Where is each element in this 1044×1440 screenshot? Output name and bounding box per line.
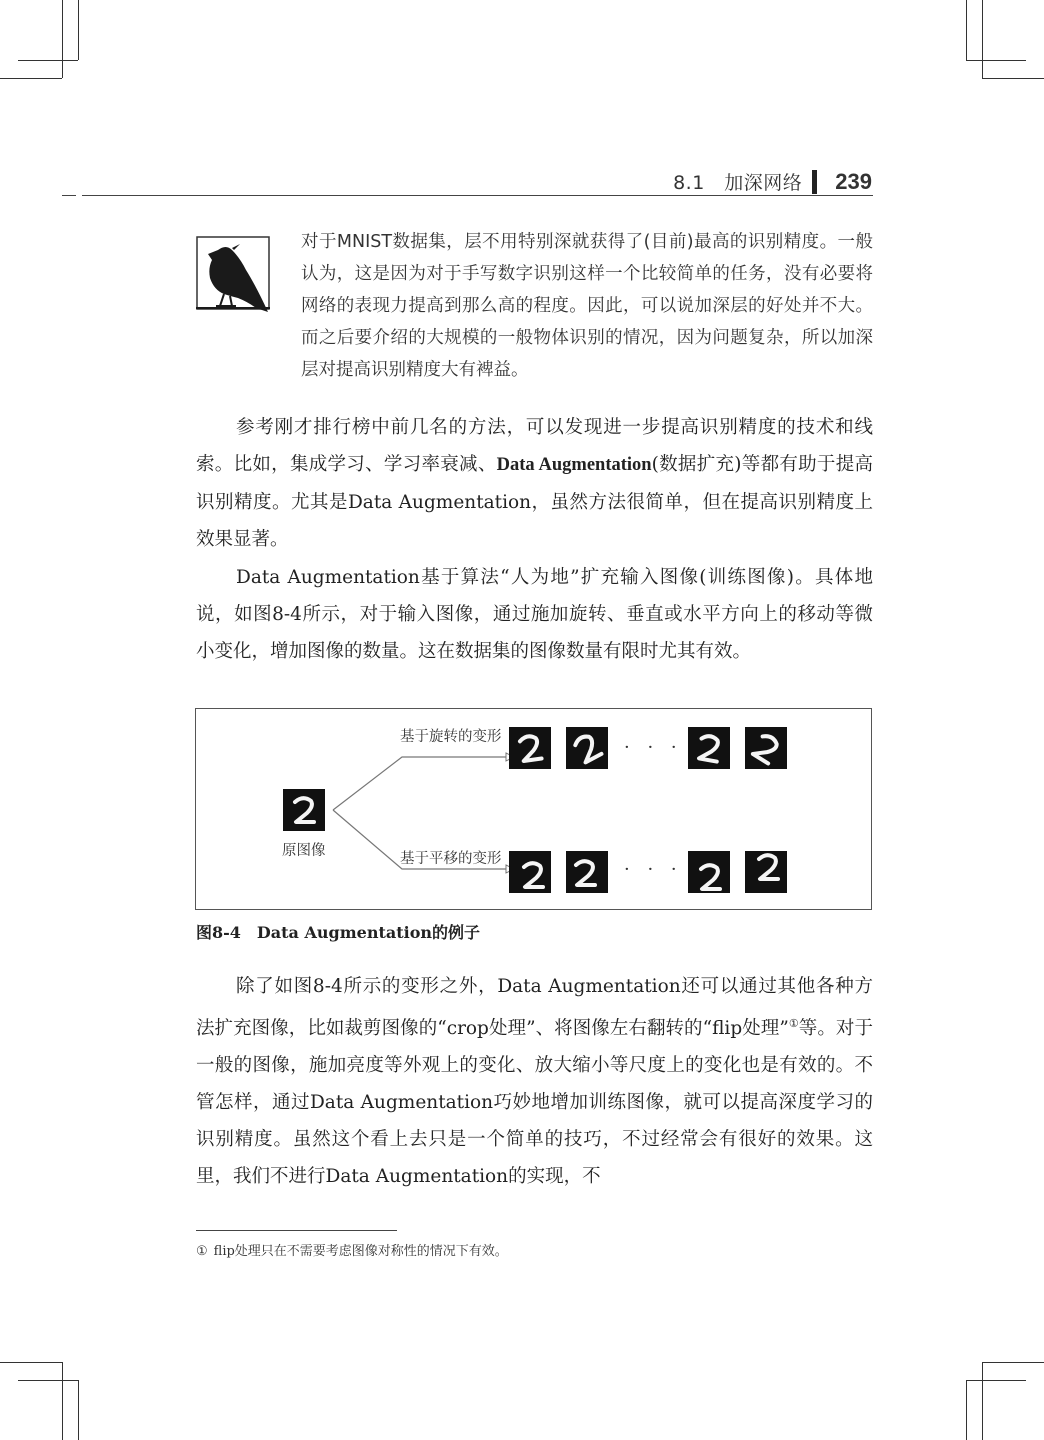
- figure-8-4: [195, 708, 872, 910]
- header-rule: [82, 195, 873, 196]
- translation-label: 基于平移的变形: [400, 851, 502, 867]
- running-header: [673, 168, 872, 195]
- crop-mark: [966, 0, 967, 60]
- translated-digit-image: [745, 851, 787, 893]
- crop-mark: [62, 1362, 63, 1440]
- para3-text-b: 等。对于一般的图像，施加亮度等外观上的变化、放大缩小等尺度上的变化也是有效的。不管怎样，通过Data Augmentation巧妙地增加训练图像，就可以提高深度学习的识别精度。虽然这个看上去只是一个简单的技巧，不过经常会有很好的效果。这里，我们不进行Data Augmentation的实现，不: [196, 1018, 873, 1188]
- crop-mark: [78, 0, 79, 60]
- crop-mark: [18, 1380, 78, 1381]
- crop-mark: [18, 60, 78, 61]
- footnote-rule: [196, 1230, 397, 1231]
- crop-mark: [982, 78, 1044, 79]
- rotated-digit-image: [566, 727, 608, 769]
- original-digit-image: [283, 789, 325, 831]
- footnote-text: flip处理只在不需要考虑图像对称性的情况下有效。: [213, 1244, 508, 1259]
- header-bar: [812, 170, 817, 194]
- rotated-digit-image: [688, 727, 730, 769]
- para1-text-b: (数据扩充)等都有助于提高识别精度。尤其是Data Augmentation，虽然方法很简单，但在提高识别精度上效果显著。: [196, 454, 874, 550]
- rotation-label: 基于旋转的变形: [400, 729, 502, 745]
- caption-number: 图8-4: [196, 923, 241, 942]
- para2-text: Data Augmentation基于算法“人为地”扩充输入图像(训练图像)。具体地说，如图8-4所示，对于输入图像，通过施加旋转、垂直或水平方向上的移动等微小变化，增加图像的数量。这在数据集的图像数量有限时尤其有效。: [196, 567, 873, 662]
- translation-ellipsis: · · ·: [624, 859, 683, 880]
- section-title: 8.1 加深网络: [673, 172, 803, 194]
- note-text: 对于MNIST数据集，层不用特别深就获得了(目前)最高的识别精度。一般认为，这是因为对于手写数字识别这样一个比较简单的任务，没有必要将网络的表现力提高到那么高的程度。因此，可以说加深层的好处并不大。而之后要介绍的大规模的一般物体识别的情况，因为问题复杂，所以加深层对提高识别精度大有裨益。: [301, 232, 873, 380]
- figure-caption: [196, 920, 480, 943]
- paragraph-1: [196, 409, 873, 558]
- translated-digit-image: [566, 851, 608, 893]
- crop-mark: [0, 78, 62, 79]
- footnote-ref: ①: [788, 1017, 799, 1030]
- crop-mark: [982, 0, 983, 78]
- crop-mark: [982, 1362, 983, 1440]
- rotated-digit-image: [509, 727, 551, 769]
- crop-mark: [966, 60, 1026, 61]
- rotation-ellipsis: · · ·: [624, 737, 683, 758]
- crop-mark: [62, 0, 63, 78]
- caption-text: Data Augmentation的例子: [256, 923, 481, 942]
- crop-mark: [966, 1380, 967, 1440]
- para1-text-a: 参考刚才排行榜中前几名的方法，可以发现进一步提高识别精度的技术和线索。比如，集成学习、学习率衰减、: [196, 417, 873, 475]
- translated-digit-image: [509, 851, 551, 893]
- note-text-block: [301, 226, 873, 386]
- page-number: 239: [835, 168, 872, 194]
- header-rule-short: [62, 195, 76, 196]
- crop-mark: [78, 1380, 79, 1440]
- paragraph-2: [196, 559, 873, 670]
- bird-icon: [196, 236, 270, 312]
- para1-bold-term: Data Augmentation: [496, 455, 652, 475]
- footnote: [196, 1240, 508, 1259]
- paragraph-3: [196, 968, 873, 1195]
- crop-mark: [0, 1362, 62, 1363]
- para3-text-a: 除了如图8-4所示的变形之外，Data Augmentation还可以通过其他各种方法扩充图像，比如裁剪图像的“crop处理”、将图像左右翻转的“flip处理”: [196, 976, 873, 1040]
- footnote-marker: ①: [196, 1244, 208, 1259]
- crop-mark: [966, 1380, 1026, 1381]
- crop-mark: [982, 1362, 1044, 1363]
- translated-digit-image: [688, 851, 730, 893]
- rotated-digit-image: [745, 727, 787, 769]
- original-image-label: 原图像: [282, 843, 326, 859]
